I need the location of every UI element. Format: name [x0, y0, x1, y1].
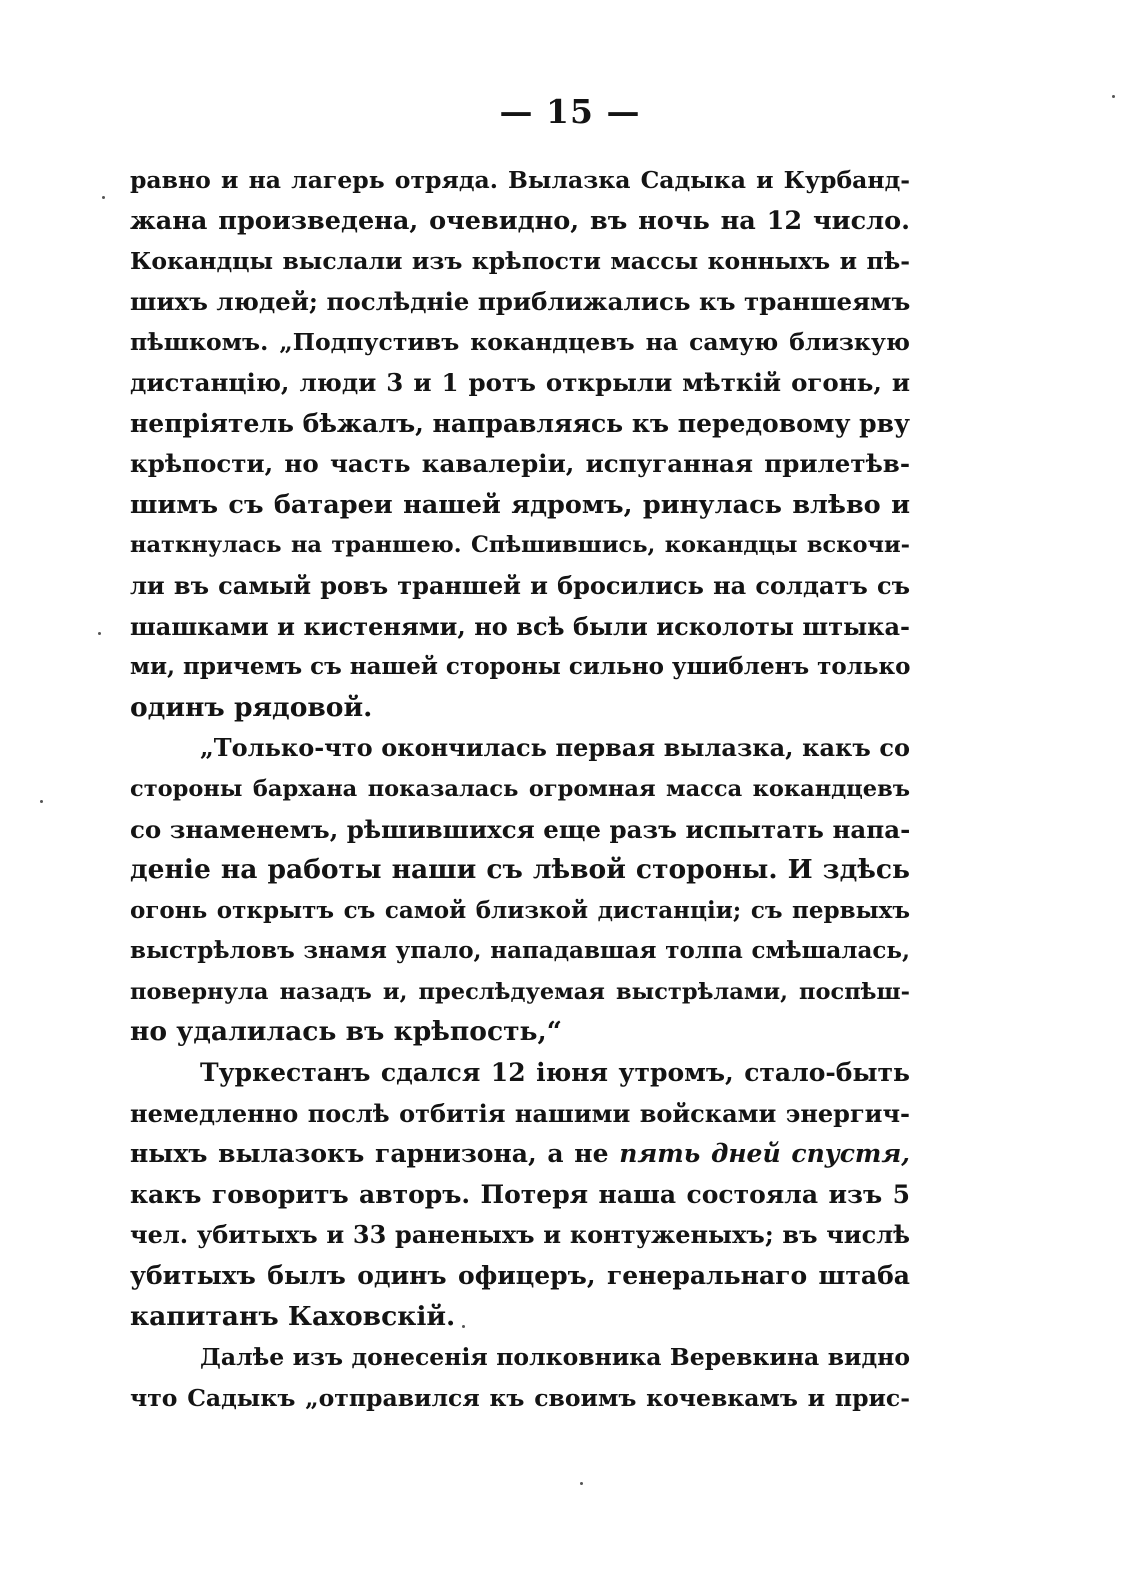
text-line: равно и на лагерь отряда. Вылазка Садыка и Курбанд- [130, 166, 910, 194]
text-line: Далѣе изъ донесенія полковника Веревкина видно [200, 1343, 910, 1372]
text-line: повернула назадъ и, преслѣдуемая выстрѣлами, поспѣш- [130, 978, 910, 1005]
text-line: жана произведена, очевидно, въ ночь на 12 число. [130, 205, 910, 236]
emphasized-text: пять дней спустя, [619, 1139, 910, 1169]
text-line: выстрѣловъ знамя упало, нападавшая толпа смѣшалась, [130, 937, 910, 965]
text-line: но удалилась въ крѣпость,“ [130, 1016, 562, 1048]
print-speck [580, 1482, 583, 1485]
text-line: ми, причемъ съ нашей стороны сильно ушибленъ только [130, 653, 911, 681]
text-line: ли въ самый ровъ траншей и бросились на солдатъ съ [130, 570, 910, 600]
text-line: крѣпости, но часть кавалеріи, испуганная прилетѣв- [130, 449, 910, 479]
text-line: капитанъ Каховскій. [130, 1300, 456, 1332]
print-speck [98, 632, 101, 635]
text-line: „Только-что окончилась первая вылазка, какъ со [200, 733, 910, 763]
text-line-with-emphasis [130, 1134, 910, 1175]
text-line: какъ говоритъ авторъ. Потеря наша состояла изъ 5 [130, 1179, 910, 1209]
text-line: деніе на работы наши съ лѣвой стороны. И здѣсь [130, 854, 910, 886]
text-line: шашками и кистенями, но всѣ были исколоты штыка- [130, 611, 910, 641]
text-line: чел. убитыхъ и 33 раненыхъ и контуженыхъ; въ числѣ [130, 1220, 910, 1250]
text-line: Кокандцы выслали изъ крѣпости массы конныхъ и пѣ- [130, 247, 910, 276]
text-line: шимъ съ батареи нашей ядромъ, ринулась влѣво и [130, 489, 910, 520]
text-line: убитыхъ былъ одинъ офицеръ, генеральнаго штаба [130, 1261, 910, 1291]
print-speck [40, 800, 43, 803]
text-line: немедленно послѣ отбитія нашими войсками энергич- [130, 1098, 910, 1128]
print-speck [102, 196, 105, 199]
text-line: Туркестанъ сдался 12 іюня утромъ, стало-быть [200, 1058, 910, 1088]
text-line: огонь открытъ съ самой близкой дистанціи; съ первыхъ [130, 896, 910, 924]
body-text [130, 160, 910, 1418]
text-line: дистанцію, люди 3 и 1 ротъ открыли мѣткій огонь, и [130, 367, 910, 397]
text-line: непріятель бѣжалъ, направляясь къ передовому рву [130, 408, 911, 438]
text-line: что Садыкъ „отправился къ своимъ кочевкамъ и прис- [130, 1383, 910, 1412]
text-line: стороны бархана показалась огромная масса кокандцевъ [130, 775, 910, 802]
page-number: — 15 — [499, 92, 641, 131]
text-line: пѣшкомъ. „Подпустивъ кокандцевъ на самую близкую [130, 328, 910, 357]
text-line: одинъ рядовой. [130, 691, 373, 723]
text-segment: ныхъ вылазокъ гарнизона, а не [130, 1139, 620, 1169]
print-speck [1112, 95, 1115, 98]
text-line: шихъ людей; послѣдніе приближались къ траншеямъ [130, 286, 911, 316]
text-line: наткнулась на траншею. Спѣшившись, кокандцы вскочи- [130, 532, 910, 559]
text-line: со знаменемъ, рѣшившихся еще разъ испытать напа- [130, 814, 911, 844]
print-speck [462, 1325, 465, 1328]
